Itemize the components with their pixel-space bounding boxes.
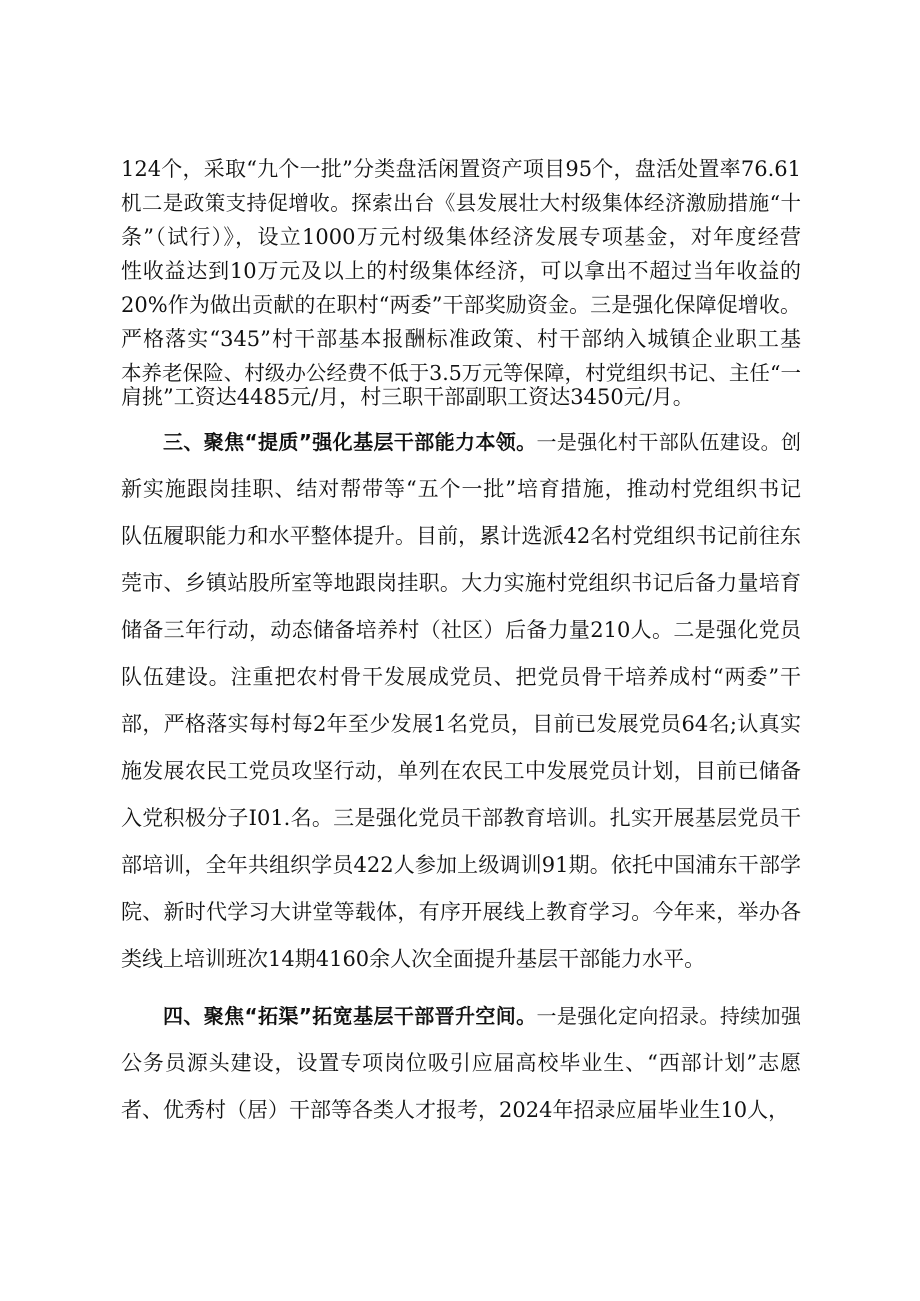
section-3-first-line [163,425,801,459]
section-3-line-6: 队伍建设。注重把农村骨干发展成党员、把党员骨干培养成村“两委”干 [121,665,801,689]
section-3-first-line-text: 一是强化村干部队伍建设。创 [536,430,801,454]
section-3-line-12: 类线上培训班次14期4160余人次全面提升基层干部能力水平。 [121,947,706,971]
section-3-line-3: 队伍履职能力和水平整体提升。目前，累计选派42名村党组织书记前往东 [121,524,801,548]
paragraph-2-line-8: 肩挑”工资达4485元/月，村三职干部副职工资达3450元/月。 [121,385,694,409]
paragraph-2-line-7: 本养老保险、村级办公经费不低于3.5万元等保障，村党组织书记、主任“一 [121,361,801,385]
section-4-first-line-text: 一是强化定向招录。持续加强 [536,1004,801,1028]
section-3-line-9: 入党积极分子I01.名。三是强化党员干部教育培训。扎实开展基层党员干 [121,806,801,830]
paragraph-2-line-6: 严格落实“345”村干部基本报酬标准政策、村干部纳入城镇企业职工基 [121,327,801,351]
paragraph-2-line-1: 124个，采取“九个一批”分类盘活闲置资产项目95个，盘活处置率76.61 [121,157,801,181]
section-3-line-2: 新实施跟岗挂职、结对帮带等“五个一批”培育措施，推动村党组织书记 [121,477,801,501]
paragraph-2-line-4: 性收益达到10万元及以上的村级集体经济，可以拿出不超过当年收益的 [121,259,801,283]
section-3-line-5: 储备三年行动，动态储备培养村（社区）后备力量210人。二是强化党员 [121,618,801,642]
paragraph-2-line-5: 20%作为做出贡献的在职村“两委”干部奖励资金。三是强化保障促增收。 [121,293,801,317]
section-4-heading: 四、聚焦“拓渠”拓宽基层干部晋升空间。 [163,1004,537,1028]
section-3-heading: 三、聚焦“提质”强化基层干部能力本领。 [163,430,537,454]
section-4-line-2: 公务员源头建设，设置专项岗位吸引应届高校毕业生、“西部计划”志愿 [121,1051,801,1075]
paragraph-2-line-2: 机二是政策支持促增收。探索出台《县发展壮大村级集体经济激励措施“十 [121,191,801,215]
paragraph-2-line-3: 条”（试行）》，设立1000万元村级集体经济发展专项基金，对年度经营 [121,225,801,249]
section-3-line-10: 部培训，全年共组织学员422人参加上级调训91期。依托中国浦东干部学 [121,853,801,877]
section-3-line-8: 施发展农民工党员攻坚行动，单列在农民工中发展党员计划，目前已储备 [121,759,801,783]
section-3-line-11: 院、新时代学习大讲堂等载体，有序开展线上教育学习。今年来，举办各 [121,900,801,924]
section-4-line-3: 者、优秀村（居）干部等各类人才报考，2024年招录应届毕业生10人， [121,1098,790,1122]
section-3-line-7: 部，严格落实每村每2年至少发展1名党员，目前已发展党员64名;认真实 [121,712,801,736]
section-4-first-line [163,999,801,1033]
section-3-line-4: 莞市、乡镇站股所室等地跟岗挂职。大力实施村党组织书记后备力量培育 [121,571,801,595]
